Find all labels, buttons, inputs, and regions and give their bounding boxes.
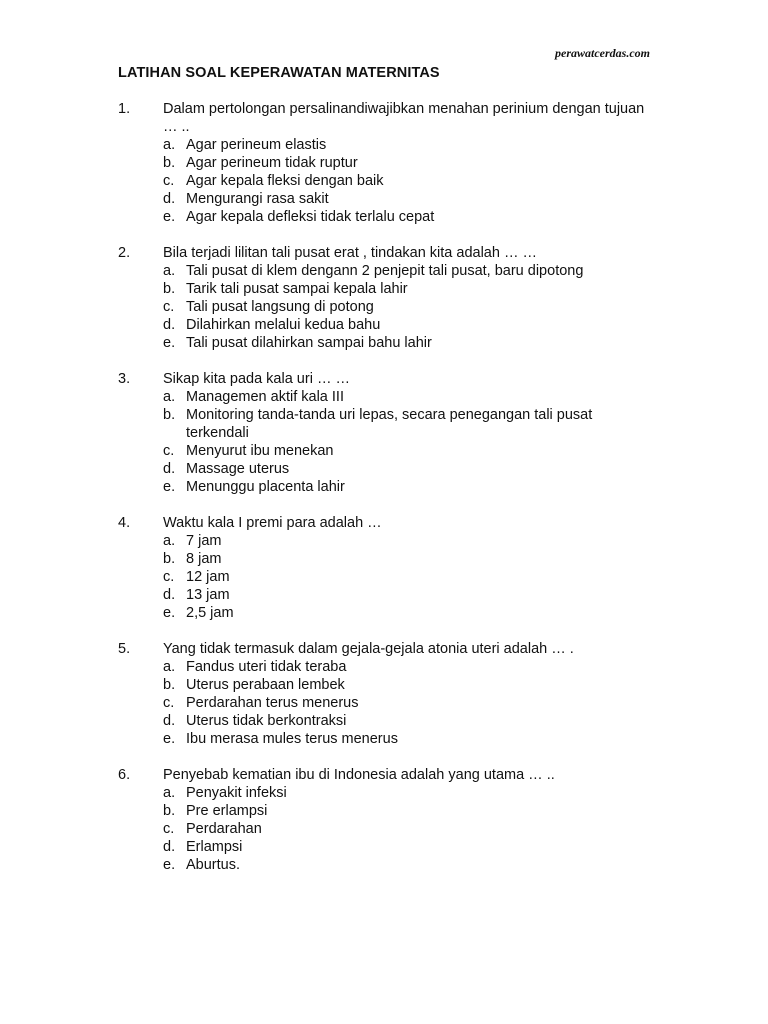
- option-letter: e.: [163, 857, 176, 873]
- option-letter: d.: [163, 839, 176, 855]
- answer-option: [163, 676, 648, 694]
- option-text: Managemen aktif kala III: [186, 389, 344, 405]
- option-letter: e.: [163, 731, 176, 747]
- answer-option: [163, 730, 648, 748]
- answer-option: [163, 712, 648, 730]
- option-text: Erlampsi: [186, 839, 243, 855]
- answer-option: [163, 262, 648, 280]
- question-number: 3.: [118, 371, 131, 387]
- question-item: [118, 244, 648, 352]
- option-letter: a.: [163, 389, 176, 405]
- answer-options: [163, 262, 648, 352]
- option-text: Mengurangi rasa sakit: [186, 191, 329, 207]
- option-letter: d.: [163, 713, 176, 729]
- question-item: [118, 766, 648, 874]
- answer-option: [163, 388, 648, 406]
- option-text: Uterus tidak berkontraksi: [186, 713, 347, 729]
- option-text: Pre erlampsi: [186, 803, 268, 819]
- question-list: [118, 100, 648, 892]
- answer-option: [163, 550, 648, 568]
- option-letter: b.: [163, 281, 176, 297]
- option-letter: c.: [163, 299, 175, 315]
- option-text: Ibu merasa mules terus menerus: [186, 731, 398, 747]
- option-text: Menyurut ibu menekan: [186, 443, 334, 459]
- option-letter: c.: [163, 821, 175, 837]
- answer-options: [163, 784, 648, 874]
- answer-options: [163, 388, 648, 496]
- option-text: Dilahirkan melalui kedua bahu: [186, 317, 381, 333]
- option-text: Tali pusat di klem dengann 2 penjepit tali pusat, baru dipotong: [186, 263, 584, 279]
- question-item: [118, 100, 648, 226]
- option-text: Aburtus.: [186, 857, 240, 873]
- option-letter: c.: [163, 173, 175, 189]
- question-number: 5.: [118, 641, 131, 657]
- answer-option: [163, 172, 648, 190]
- option-text: Penyakit infeksi: [186, 785, 287, 801]
- option-text: Fandus uteri tidak teraba: [186, 659, 347, 675]
- option-text: Agar perineum elastis: [186, 137, 327, 153]
- option-text: Uterus perabaan lembek: [186, 677, 345, 693]
- question-number: 4.: [118, 515, 131, 531]
- option-text: Menunggu placenta lahir: [186, 479, 345, 495]
- answer-option: [163, 298, 648, 316]
- option-text: Agar perineum tidak ruptur: [186, 155, 358, 171]
- option-text: Perdarahan terus menerus: [186, 695, 359, 711]
- answer-option: [163, 694, 648, 712]
- answer-options: [163, 532, 648, 622]
- answer-option: [163, 136, 648, 154]
- option-letter: a.: [163, 659, 176, 675]
- option-text: Perdarahan: [186, 821, 262, 837]
- answer-option: [163, 820, 648, 838]
- option-letter: d.: [163, 191, 176, 207]
- answer-options: [163, 658, 648, 748]
- option-letter: c.: [163, 569, 175, 585]
- option-text: Massage uterus: [186, 461, 290, 477]
- answer-option: [163, 802, 648, 820]
- answer-option: [163, 190, 648, 208]
- option-letter: b.: [163, 407, 176, 423]
- answer-option: [163, 586, 648, 604]
- answer-option: [163, 856, 648, 874]
- option-text: 8 jam: [186, 551, 222, 567]
- answer-option: [163, 568, 648, 586]
- answer-option: [163, 478, 648, 496]
- option-letter: e.: [163, 209, 176, 225]
- answer-option: [163, 406, 648, 442]
- question-text: Dalam pertolongan persalinandiwajibkan menahan perinium dengan tujuan … ..: [163, 101, 645, 135]
- question-text: Penyebab kematian ibu di Indonesia adalah yang utama … ..: [163, 767, 555, 783]
- answer-options: [163, 136, 648, 226]
- question-text: Waktu kala I premi para adalah …: [163, 515, 382, 531]
- option-letter: b.: [163, 803, 176, 819]
- option-letter: b.: [163, 677, 176, 693]
- option-letter: e.: [163, 479, 176, 495]
- option-letter: e.: [163, 605, 176, 621]
- question-number: 1.: [118, 101, 131, 117]
- option-letter: d.: [163, 317, 176, 333]
- option-text: Agar kepala defleksi tidak terlalu cepat: [186, 209, 435, 225]
- page-title: LATIHAN SOAL KEPERAWATAN MATERNITAS: [118, 65, 440, 81]
- option-letter: c.: [163, 443, 175, 459]
- option-text: 7 jam: [186, 533, 222, 549]
- option-letter: d.: [163, 587, 176, 603]
- answer-option: [163, 316, 648, 334]
- site-watermark: perawatcerdas.com: [555, 46, 650, 60]
- answer-option: [163, 280, 648, 298]
- question-text: Sikap kita pada kala uri … …: [163, 371, 350, 387]
- question-item: [118, 514, 648, 622]
- question-text: Bila terjadi lilitan tali pusat erat , tindakan kita adalah … …: [163, 245, 537, 261]
- answer-option: [163, 532, 648, 550]
- option-text: 12 jam: [186, 569, 230, 585]
- question-text: Yang tidak termasuk dalam gejala-gejala atonia uteri adalah … .: [163, 641, 574, 657]
- answer-option: [163, 334, 648, 352]
- option-letter: a.: [163, 785, 176, 801]
- question-item: [118, 370, 648, 496]
- answer-option: [163, 784, 648, 802]
- answer-option: [163, 442, 648, 460]
- answer-option: [163, 604, 648, 622]
- option-letter: c.: [163, 695, 175, 711]
- option-letter: a.: [163, 263, 176, 279]
- option-letter: b.: [163, 155, 176, 171]
- answer-option: [163, 208, 648, 226]
- answer-option: [163, 658, 648, 676]
- answer-option: [163, 838, 648, 856]
- question-number: 2.: [118, 245, 131, 261]
- question-number: 6.: [118, 767, 131, 783]
- option-letter: a.: [163, 137, 176, 153]
- option-letter: e.: [163, 335, 176, 351]
- option-text: 13 jam: [186, 587, 230, 603]
- question-item: [118, 640, 648, 748]
- option-text: 2,5 jam: [186, 605, 234, 621]
- option-letter: a.: [163, 533, 176, 549]
- option-text: Tali pusat dilahirkan sampai bahu lahir: [186, 335, 432, 351]
- option-text: Tarik tali pusat sampai kepala lahir: [186, 281, 408, 297]
- option-text: Tali pusat langsung di potong: [186, 299, 374, 315]
- option-text: Agar kepala fleksi dengan baik: [186, 173, 384, 189]
- option-letter: d.: [163, 461, 176, 477]
- answer-option: [163, 154, 648, 172]
- answer-option: [163, 460, 648, 478]
- option-letter: b.: [163, 551, 176, 567]
- option-text: Monitoring tanda-tanda uri lepas, secara penegangan tali pusat terkendali: [186, 407, 593, 441]
